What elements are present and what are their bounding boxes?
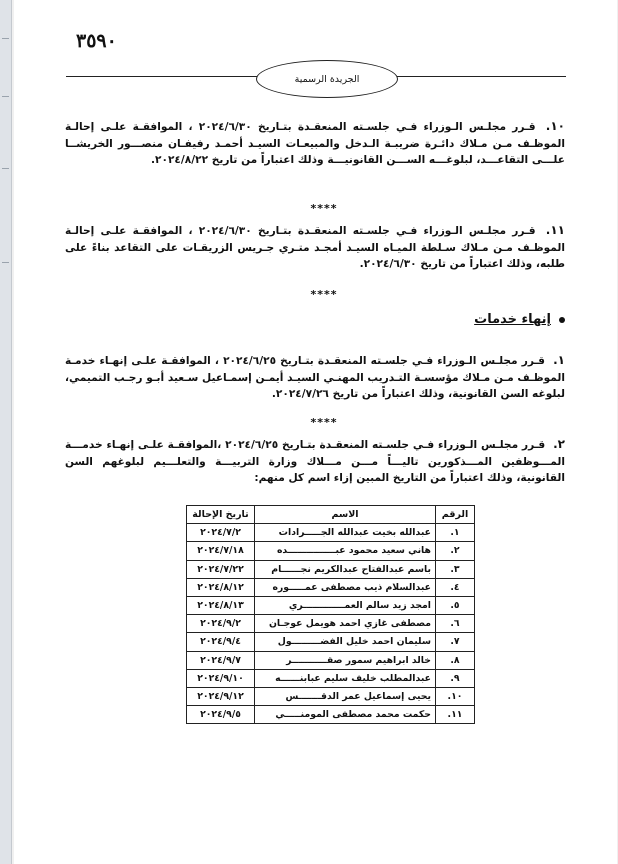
separator: ****	[310, 416, 338, 429]
row-name: خالد ابراهيم سمور صقـــــــــــر	[255, 651, 436, 669]
paragraph-termination-2	[65, 436, 565, 487]
row-name: حكمت محمد مصطفى المومنـــــي	[255, 706, 436, 724]
row-number: ١١.	[436, 706, 475, 724]
row-number: ٩.	[436, 669, 475, 687]
row-date: ٢٠٢٤/٩/١٢	[187, 687, 255, 705]
column-header-number: الرقم	[436, 506, 475, 524]
row-date: ٢٠٢٤/٨/١٢	[187, 578, 255, 596]
paragraph-11	[65, 222, 565, 273]
row-date: ٢٠٢٤/٩/٧	[187, 651, 255, 669]
row-date: ٢٠٢٤/٩/٤	[187, 633, 255, 651]
table-row	[187, 524, 475, 542]
table-row	[187, 542, 475, 560]
retirees-table	[186, 505, 475, 724]
row-number: ٨.	[436, 651, 475, 669]
page-number: ٣٥٩٠	[76, 30, 117, 52]
row-date: ٢٠٢٤/٩/٥	[187, 706, 255, 724]
table-row	[187, 596, 475, 614]
row-date: ٢٠٢٤/٧/١٨	[187, 542, 255, 560]
row-date: ٢٠٢٤/٧/٢٢	[187, 560, 255, 578]
row-number: ١.	[436, 524, 475, 542]
paragraph-text: قـرر مجلـس الـوزراء فـي جلسـته المنعقـدة بتـاريخ ٢٠٢٤/٦/٣٠ ، الموافقـة علـى إحالـة الموظـف مـن مـلاك دائـرة ضريبـة الـدخل والمبيعـات السيـد أحمـد رفيفـان منصـــور الخريشــا علـــى التقاعـــد، لبلوغـــه الســـن القانونيـــة وذلك اعتباراً من تاريخ ٢٠٢٤/٨/٢٢.	[65, 121, 565, 166]
row-date: ٢٠٢٤/٩/١٠	[187, 669, 255, 687]
bullet-icon	[559, 317, 565, 323]
row-date: ٢٠٢٤/٨/١٣	[187, 596, 255, 614]
table-row	[187, 651, 475, 669]
document-page	[14, 0, 617, 864]
table-row	[187, 687, 475, 705]
row-name: سليمان احمد خليل الفضـــــــــول	[255, 633, 436, 651]
row-name: باسم عبدالفتاح عبدالكريم نجــــــام	[255, 560, 436, 578]
row-date: ٢٠٢٤/٩/٢	[187, 615, 255, 633]
column-header-date: تاريخ الإحالة	[187, 506, 255, 524]
table-row	[187, 669, 475, 687]
row-name: عبدالمطلب خليف سليم عبابنــــــه	[255, 669, 436, 687]
row-number: ٧.	[436, 633, 475, 651]
paragraph-text: قـرر مجلـس الـوزراء فـي جلسـته المنعقـدة بتـاريخ ٢٠٢٤/٦/٣٠ ، الموافقـة علـى إحالـة الموظـف مـن مـلاك سـلطة الميـاه السيـد أمجـد متـري جـريس الزريقـات على التقاعد بناءً على طلبه، وذلك اعتباراً من تاريخ ٢٠٢٤/٦/٣٠.	[65, 225, 565, 270]
paragraph-text: قـرر مجلـس الـوزراء فـي جلسـته المنعقـدة بتـاريخ ٢٠٢٤/٦/٢٥ ،الموافقـة علـى إنهـاء خدمـــة المـــوظفين المـــذكورين تاليـــاً مـــن مـــلاك وزارة التربيـــة والتعلـــيم لبلوغهم السن القانونية، وذلك اعتباراً من التاريخ المبين إزاء اسم كل منهم:	[65, 439, 565, 484]
viewer-left-bar	[0, 0, 12, 864]
row-number: ٢.	[436, 542, 475, 560]
paragraph-number: ١١.	[545, 223, 565, 237]
table-row	[187, 560, 475, 578]
row-number: ٦.	[436, 615, 475, 633]
paragraph-number: ١.	[553, 353, 565, 367]
table-row	[187, 615, 475, 633]
table-header-row	[187, 506, 475, 524]
row-number: ٣.	[436, 560, 475, 578]
section-title: إنهاء خدمات	[474, 312, 551, 327]
paragraph-text: قـرر مجلـس الـوزراء فـي جلسـته المنعقـدة بتـاريخ ٢٠٢٤/٦/٢٥ ، الموافقـة علـى إنهـاء خدمـة الموظـف مـن مـلاك مؤسسـة التـدريب المهنـي السيـد أيمـن إسمـاعيل سـعيد أبـو رجـب التميمي، لبلوغه السن القانونية، وذلك اعتباراً من تاريخ ٢٠٢٤/٧/٢٦.	[65, 355, 565, 400]
separator: ****	[310, 202, 338, 215]
paragraph-termination-1	[65, 352, 565, 403]
paragraph-number: ١٠.	[545, 119, 565, 133]
paragraph-number: ٢.	[553, 437, 565, 451]
row-date: ٢٠٢٤/٧/٢	[187, 524, 255, 542]
row-number: ٥.	[436, 596, 475, 614]
paragraph-10	[65, 118, 565, 169]
row-number: ١٠.	[436, 687, 475, 705]
row-number: ٤.	[436, 578, 475, 596]
row-name: امجد زيد سالم العمـــــــــــــري	[255, 596, 436, 614]
column-header-name: الاسم	[255, 506, 436, 524]
row-name: مصطفى غازي احمد هويمل عوجـان	[255, 615, 436, 633]
table-row	[187, 706, 475, 724]
row-name: عبدالسلام ذيب مصطفى عمـــــوره	[255, 578, 436, 596]
row-name: هاني سعيد محمود عبـــــــــــــــده	[255, 542, 436, 560]
table-row	[187, 633, 475, 651]
separator: ****	[310, 288, 338, 301]
table-row	[187, 578, 475, 596]
gazette-title: الجريدة الرسمية	[294, 73, 360, 85]
row-name: عبدالله بخيت عبدالله الجـــــرادات	[255, 524, 436, 542]
gazette-header	[256, 60, 398, 98]
row-name: يحيى إسماعيل عمر الدقـــــــس	[255, 687, 436, 705]
